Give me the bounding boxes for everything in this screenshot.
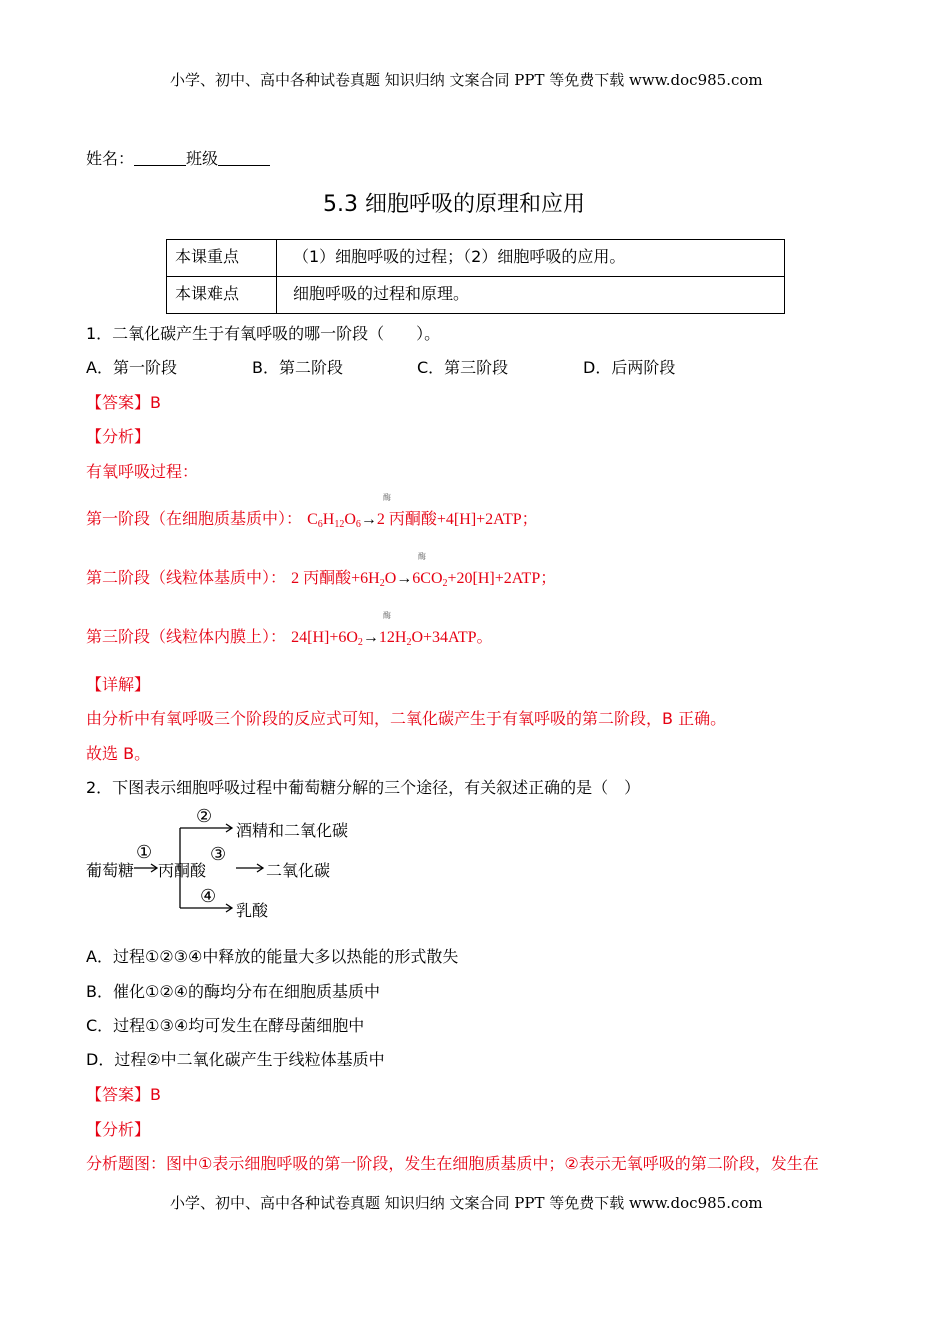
q2-option-a: A．过程①②③④中释放的能量大多以热能的形式散失 xyxy=(86,947,459,966)
stage2-equation: 2 丙酮酸$+6H_2O\to 6CO_2+20[H]+2ATP$； xyxy=(291,570,557,589)
pyruvate-label: 丙酮酸 xyxy=(158,861,207,880)
process-4-marker: ④ xyxy=(200,886,217,907)
focus-value: （1）细胞呼吸的过程；（2）细胞呼吸的应用。 xyxy=(277,240,785,277)
q1-process-title: 有氧呼吸过程： xyxy=(86,462,199,481)
class-blank xyxy=(218,151,270,166)
stage1-line xyxy=(86,506,538,530)
ethanol-co2-label: 酒精和二氧化碳 xyxy=(236,821,349,840)
focus-label: 本课重点 xyxy=(167,240,277,277)
q1-stem: 1．二氧化碳产生于有氧呼吸的哪一阶段（ ）。 xyxy=(86,324,441,343)
glucose-pathway-diagram xyxy=(86,806,386,926)
q1-conclusion: 故选 B。 xyxy=(86,744,151,763)
stage3-label: 第三阶段（线粒体内膜上）： xyxy=(86,627,287,646)
enzyme-label: 酶 xyxy=(383,611,391,620)
q2-stem: 2．下图表示细胞呼吸过程中葡萄糖分解的三个途径，有关叙述正确的是（ ） xyxy=(86,778,641,797)
name-label: 姓名： xyxy=(86,149,135,168)
stage2-line xyxy=(86,565,556,589)
q2-analysis-label: 【分析】 xyxy=(86,1120,151,1139)
process-1-marker: ① xyxy=(136,842,153,863)
name-class-line xyxy=(86,146,270,169)
class-label: 班级 xyxy=(186,149,219,168)
co2-label: 二氧化碳 xyxy=(266,861,331,880)
page-footer: 小学、初中、高中各种试卷真题 知识归纳 文案合同 PPT 等免费下载 www.doc985.com xyxy=(170,1194,763,1212)
focus-table xyxy=(166,239,785,314)
process-3-marker: ③ xyxy=(210,844,227,865)
stage1-label: 第一阶段（在细胞质基质中）： xyxy=(86,509,303,528)
q1-option-b: B．第二阶段 xyxy=(252,358,343,377)
enzyme-label: 酶 xyxy=(383,493,391,502)
q2-option-c: C．过程①③④均可发生在酵母菌细胞中 xyxy=(86,1016,365,1035)
table-row xyxy=(167,277,785,314)
table-row xyxy=(167,240,785,277)
page-header: 小学、初中、高中各种试卷真题 知识归纳 文案合同 PPT 等免费下载 www.doc985.com xyxy=(170,71,763,89)
process-2-marker: ② xyxy=(196,806,213,827)
q1-option-a: A．第一阶段 xyxy=(86,358,177,377)
q1-detail-label: 【详解】 xyxy=(86,675,151,694)
q1-option-d: D．后两阶段 xyxy=(583,358,676,377)
difficulty-label: 本课难点 xyxy=(167,277,277,314)
q1-detail: 由分析中有氧呼吸三个阶段的反应式可知，二氧化碳产生于有氧呼吸的第二阶段，B 正确。 xyxy=(86,709,727,728)
stage3-line xyxy=(86,624,493,648)
enzyme-label: 酶 xyxy=(418,552,426,561)
stage3-equation: $24[H]+6O_2\to 12H_2O+34ATP$。 xyxy=(291,629,493,648)
stage2-label: 第二阶段（线粒体基质中）： xyxy=(86,568,287,587)
q2-answer: 【答案】B xyxy=(86,1085,161,1104)
lactic-acid-label: 乳酸 xyxy=(236,901,269,920)
q2-option-d: D．过程②中二氧化碳产生于线粒体基质中 xyxy=(86,1050,385,1069)
q2-option-b: B．催化①②④的酶均分布在细胞质基质中 xyxy=(86,982,381,1001)
q1-analysis-label: 【分析】 xyxy=(86,427,151,446)
q1-answer: 【答案】B xyxy=(86,393,161,412)
q2-analysis: 分析题图：图中①表示细胞呼吸的第一阶段，发生在细胞质基质中；②表示无氧呼吸的第二阶段，发生在 xyxy=(86,1154,819,1173)
glucose-label: 葡萄糖 xyxy=(86,861,135,880)
q1-option-c: C．第三阶段 xyxy=(417,358,509,377)
difficulty-value: 细胞呼吸的过程和原理。 xyxy=(277,277,785,314)
name-blank xyxy=(134,151,186,166)
stage1-equation: $C_6H_{12}O_6\to 2$ 丙酮酸+4[H]+2ATP； xyxy=(307,511,538,530)
page-title: 5.3 细胞呼吸的原理和应用 xyxy=(323,192,585,217)
